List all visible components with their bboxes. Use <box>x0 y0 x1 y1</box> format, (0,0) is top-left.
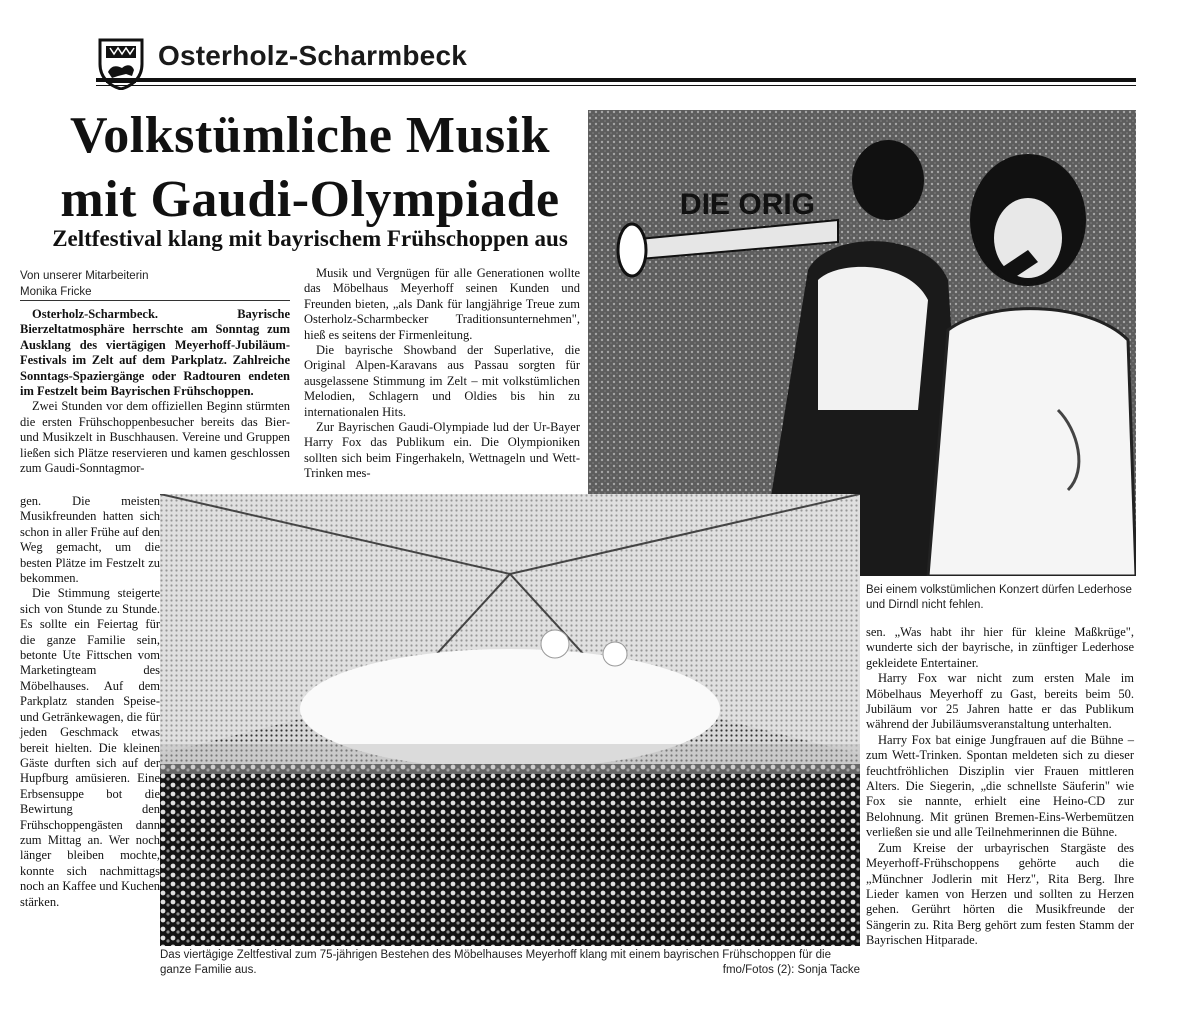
photo-credit: fmo/Fotos (2): Sonja Tacke <box>722 964 860 976</box>
caption-text: Das viertägige Zeltfestival zum 75-jährigen Bestehen des Möbelhauses Meyerhoff klang mit einem bayrischen Frühschoppen für die ganze Familie aus. <box>160 949 831 976</box>
body-paragraph: Zur Bayrischen Gaudi-Olympiade lud der Ur-Bayer Harry Fox das Publikum ein. Die Olympioniken sollten sich beim Fingerhakeln, Wettnageln und Wett-Trinken mes- <box>304 420 580 481</box>
body-paragraph: Harry Fox bat einige Jungfrauen auf die Bühne – zum Wett-Trinken. Spontan meldeten sich zu dieser feuchtfröhlichen Disziplin vier Frauen mittleren Alters. Die Siegerin, „die schnellste Säuferin" wie Fox sie nannte, erhielt eine Heino-CD zur Belohnung. Mit grünen Bremen-Eins-Werbemützen verließen sie und alle Teilnehmerinnen die Bühne. <box>866 732 1134 840</box>
article-column-2 <box>304 266 580 482</box>
section-title: Osterholz-Scharmbeck <box>158 40 467 71</box>
body-paragraph: Musik und Vergnügen für alle Generationen wollte das Möbelhaus Meyerhoff seinen Kunden und Freunden bieten, „als Dank für langjährige Treue zum Osterholz-Scharmbecker Traditionsunternehmen", hieß es seitens der Firmenleitung. <box>304 266 580 342</box>
article-column-1 <box>20 307 290 476</box>
byline-rule <box>20 300 290 301</box>
banner-text: DIE ORIG <box>680 188 816 221</box>
article-column-narrow <box>20 494 160 910</box>
photo-caption-crowd <box>160 948 860 978</box>
photo-caption-performers: Bei einem volkstümlichen Konzert dürfen Lederhose und Dirndl nicht fehlen. <box>866 584 1132 611</box>
byline-intro: Von unserer Mitarbeiterin <box>20 270 149 282</box>
subheadline: Zeltfestival klang mit bayrischem Frühschoppen aus <box>52 226 568 251</box>
body-paragraph: Die Stimmung steigerte sich von Stunde zu Stunde. Es sollte ein Feiertag für die ganze Familie sein, betonte Ute Fittschen vom Marketingteam des Möbelhauses. Auf dem Parkplatz standen Speise- und Getränkewagen, die für jeden Geschmack etwas bereit hielten. Die kleinen Gäste durften sich auf der Hupfburg amüsieren. Eine Erbsensuppe bot die Bewirtung den Frühschoppengästen dann zum Mittag an. Wer noch länger bleiben mochte, konnte sich nachmittags noch an Kaffee und Kuchen stärken. <box>20 586 160 909</box>
body-paragraph: Harry Fox war nicht zum ersten Male im Möbelhaus Meyerhoff zu Gast, bereits beim 50. Jubiläum vor 25 Jahren hatte er das Publikum während der Jubiläumsveranstaltung unterhalten. <box>866 671 1134 732</box>
byline <box>20 268 290 300</box>
headline <box>30 104 590 232</box>
body-paragraph: gen. Die meisten Musikfreunden hatten sich schon in aller Frühe auf den Weg gemacht, um die besten Plätze im Festzelt zu bekommen. <box>20 494 160 586</box>
masthead-rule <box>96 78 1136 82</box>
lead-paragraph: Osterholz-Scharmbeck. Bayrische Bierzeltatmosphäre herrschte am Sonntag zum Ausklang des viertägigen Meyerhoff-Jubiläum-Festivals im Zelt auf dem Parkplatz. Zahlreiche Sonntags-Spaziergänge oder Radtouren endeten im Festzelt beim Bayrischen Frühschoppen. <box>20 307 290 399</box>
masthead-rule-thin <box>96 85 1136 86</box>
body-paragraph: Zwei Stunden vor dem offiziellen Beginn stürmten die ersten Frühschoppenbesucher bereits das Bier- und Musikzelt in Buschhausen. Vereine und Gruppen ließen sich Plätze reservieren und kamen geschlossen zum Gaudi-Sonntagmor- <box>20 399 290 476</box>
body-paragraph: Zum Kreise der urbayrischen Stargäste des Meyerhoff-Frühschoppens gehörte auch die „Münchner Jodlerin mit Herz", Rita Berg. Ihre Lieder kamen von Herzen und sollten zu Herzen gehen. Gerührt hörten die Musikfreunde der Sängerin zu. Rita Berg gehört zum festen Stamm der Bayrischen Hitparade. <box>866 840 1134 948</box>
headline-line-1: Volkstümliche Musik <box>69 107 550 164</box>
body-paragraph: sen. „Was habt ihr hier für kleine Maßkrüge", wunderte sich der bayrische, in zünftiger Lederhose gekleidete Entertainer. <box>866 625 1134 670</box>
body-paragraph: Die bayrische Showband der Superlative, die Original Alpen-Karavans aus Passau sorgten für ausgelassene Stimmung im Zelt – mit volkstümlichen Melodien, Schlagern und Oldies bis hin zu internationalen Hits. <box>304 343 580 419</box>
article-column-3 <box>866 625 1134 949</box>
headline-line-2: mit Gaudi-Olympiade <box>60 171 560 228</box>
photo-festival-tent-crowd <box>160 494 860 946</box>
byline-author: Monika Fricke <box>20 286 92 298</box>
